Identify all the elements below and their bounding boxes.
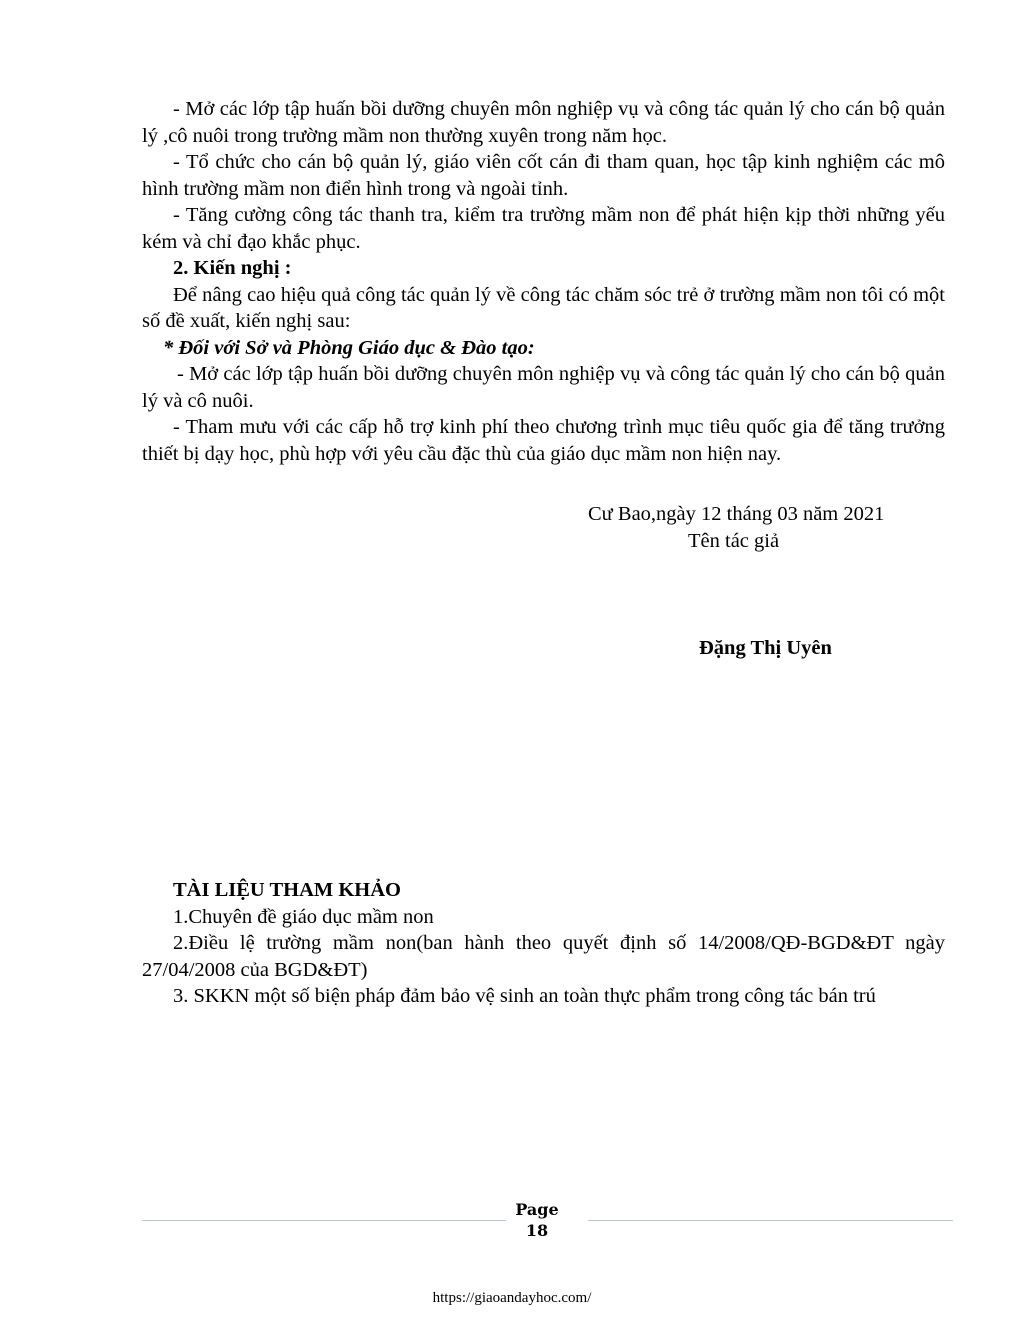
references-section	[142, 877, 945, 1010]
references-title: TÀI LIỆU THAM KHẢO	[173, 879, 402, 901]
paragraph: - Mở các lớp tập huấn bồi dưỡng chuyên môn nghiệp vụ và công tác quản lý cho cán bộ quản lý ,cô nuôi trong trường mầm non thường xuyên trong năm học.	[142, 98, 945, 147]
source-url[interactable]: https://giaoandayhoc.com/	[432, 1290, 592, 1306]
section-heading: 2. Kiến nghị :	[173, 257, 292, 279]
reference-item: 1.Chuyên đề giáo dục mầm non	[173, 905, 434, 928]
paragraph: Để nâng cao hiệu quả công tác quản lý về công tác chăm sóc trẻ ở trường mầm non tôi có một số đề xuất, kiến nghị sau:	[142, 283, 945, 332]
subsection-heading: * Đối với Sở và Phòng Giáo dục & Đào tạo:	[163, 336, 535, 359]
signature-author-label: Tên tác giả	[688, 530, 780, 552]
signature-date: Cư Bao,ngày 12 tháng 03 năm 2021	[588, 503, 885, 525]
footer-divider-left	[142, 1220, 506, 1221]
page-label: Page	[515, 1200, 559, 1219]
page-number-value: 18	[525, 1221, 549, 1240]
footer-divider-right	[588, 1220, 953, 1221]
page-number	[507, 1199, 567, 1241]
reference-item: 3. SKKN một số biện pháp đảm bảo vệ sinh an toàn thực phẩm trong công tác bán trú	[173, 985, 876, 1007]
paragraph: - Tổ chức cho cán bộ quản lý, giáo viên cốt cán đi tham quan, học tập kinh nghiệm các mô hình trường mầm non điển hình trong và ngoài tỉnh.	[142, 151, 945, 200]
reference-item: 2.Điều lệ trường mầm non(ban hành theo quyết định số 14/2008/QĐ-BGD&ĐT ngày 27/04/2008 của BGD&ĐT)	[142, 932, 945, 981]
signature-author-name: Đặng Thị Uyên	[699, 637, 832, 659]
paragraph: - Tăng cường công tác thanh tra, kiểm tra trường mầm non để phát hiện kịp thời những yếu kém và chỉ đạo khắc phục.	[142, 204, 945, 253]
main-body	[142, 96, 945, 467]
paragraph: - Tham mưu với các cấp hỗ trợ kinh phí theo chương trình mục tiêu quốc gia để tăng trưởng thiết bị dạy học, phù hợp với yêu cầu đặc thù của giáo dục mầm non hiện nay.	[142, 416, 945, 465]
paragraph: - Mở các lớp tập huấn bồi dưỡng chuyên môn nghiệp vụ và công tác quản lý cho cán bộ quản lý và cô nuôi.	[142, 363, 945, 412]
